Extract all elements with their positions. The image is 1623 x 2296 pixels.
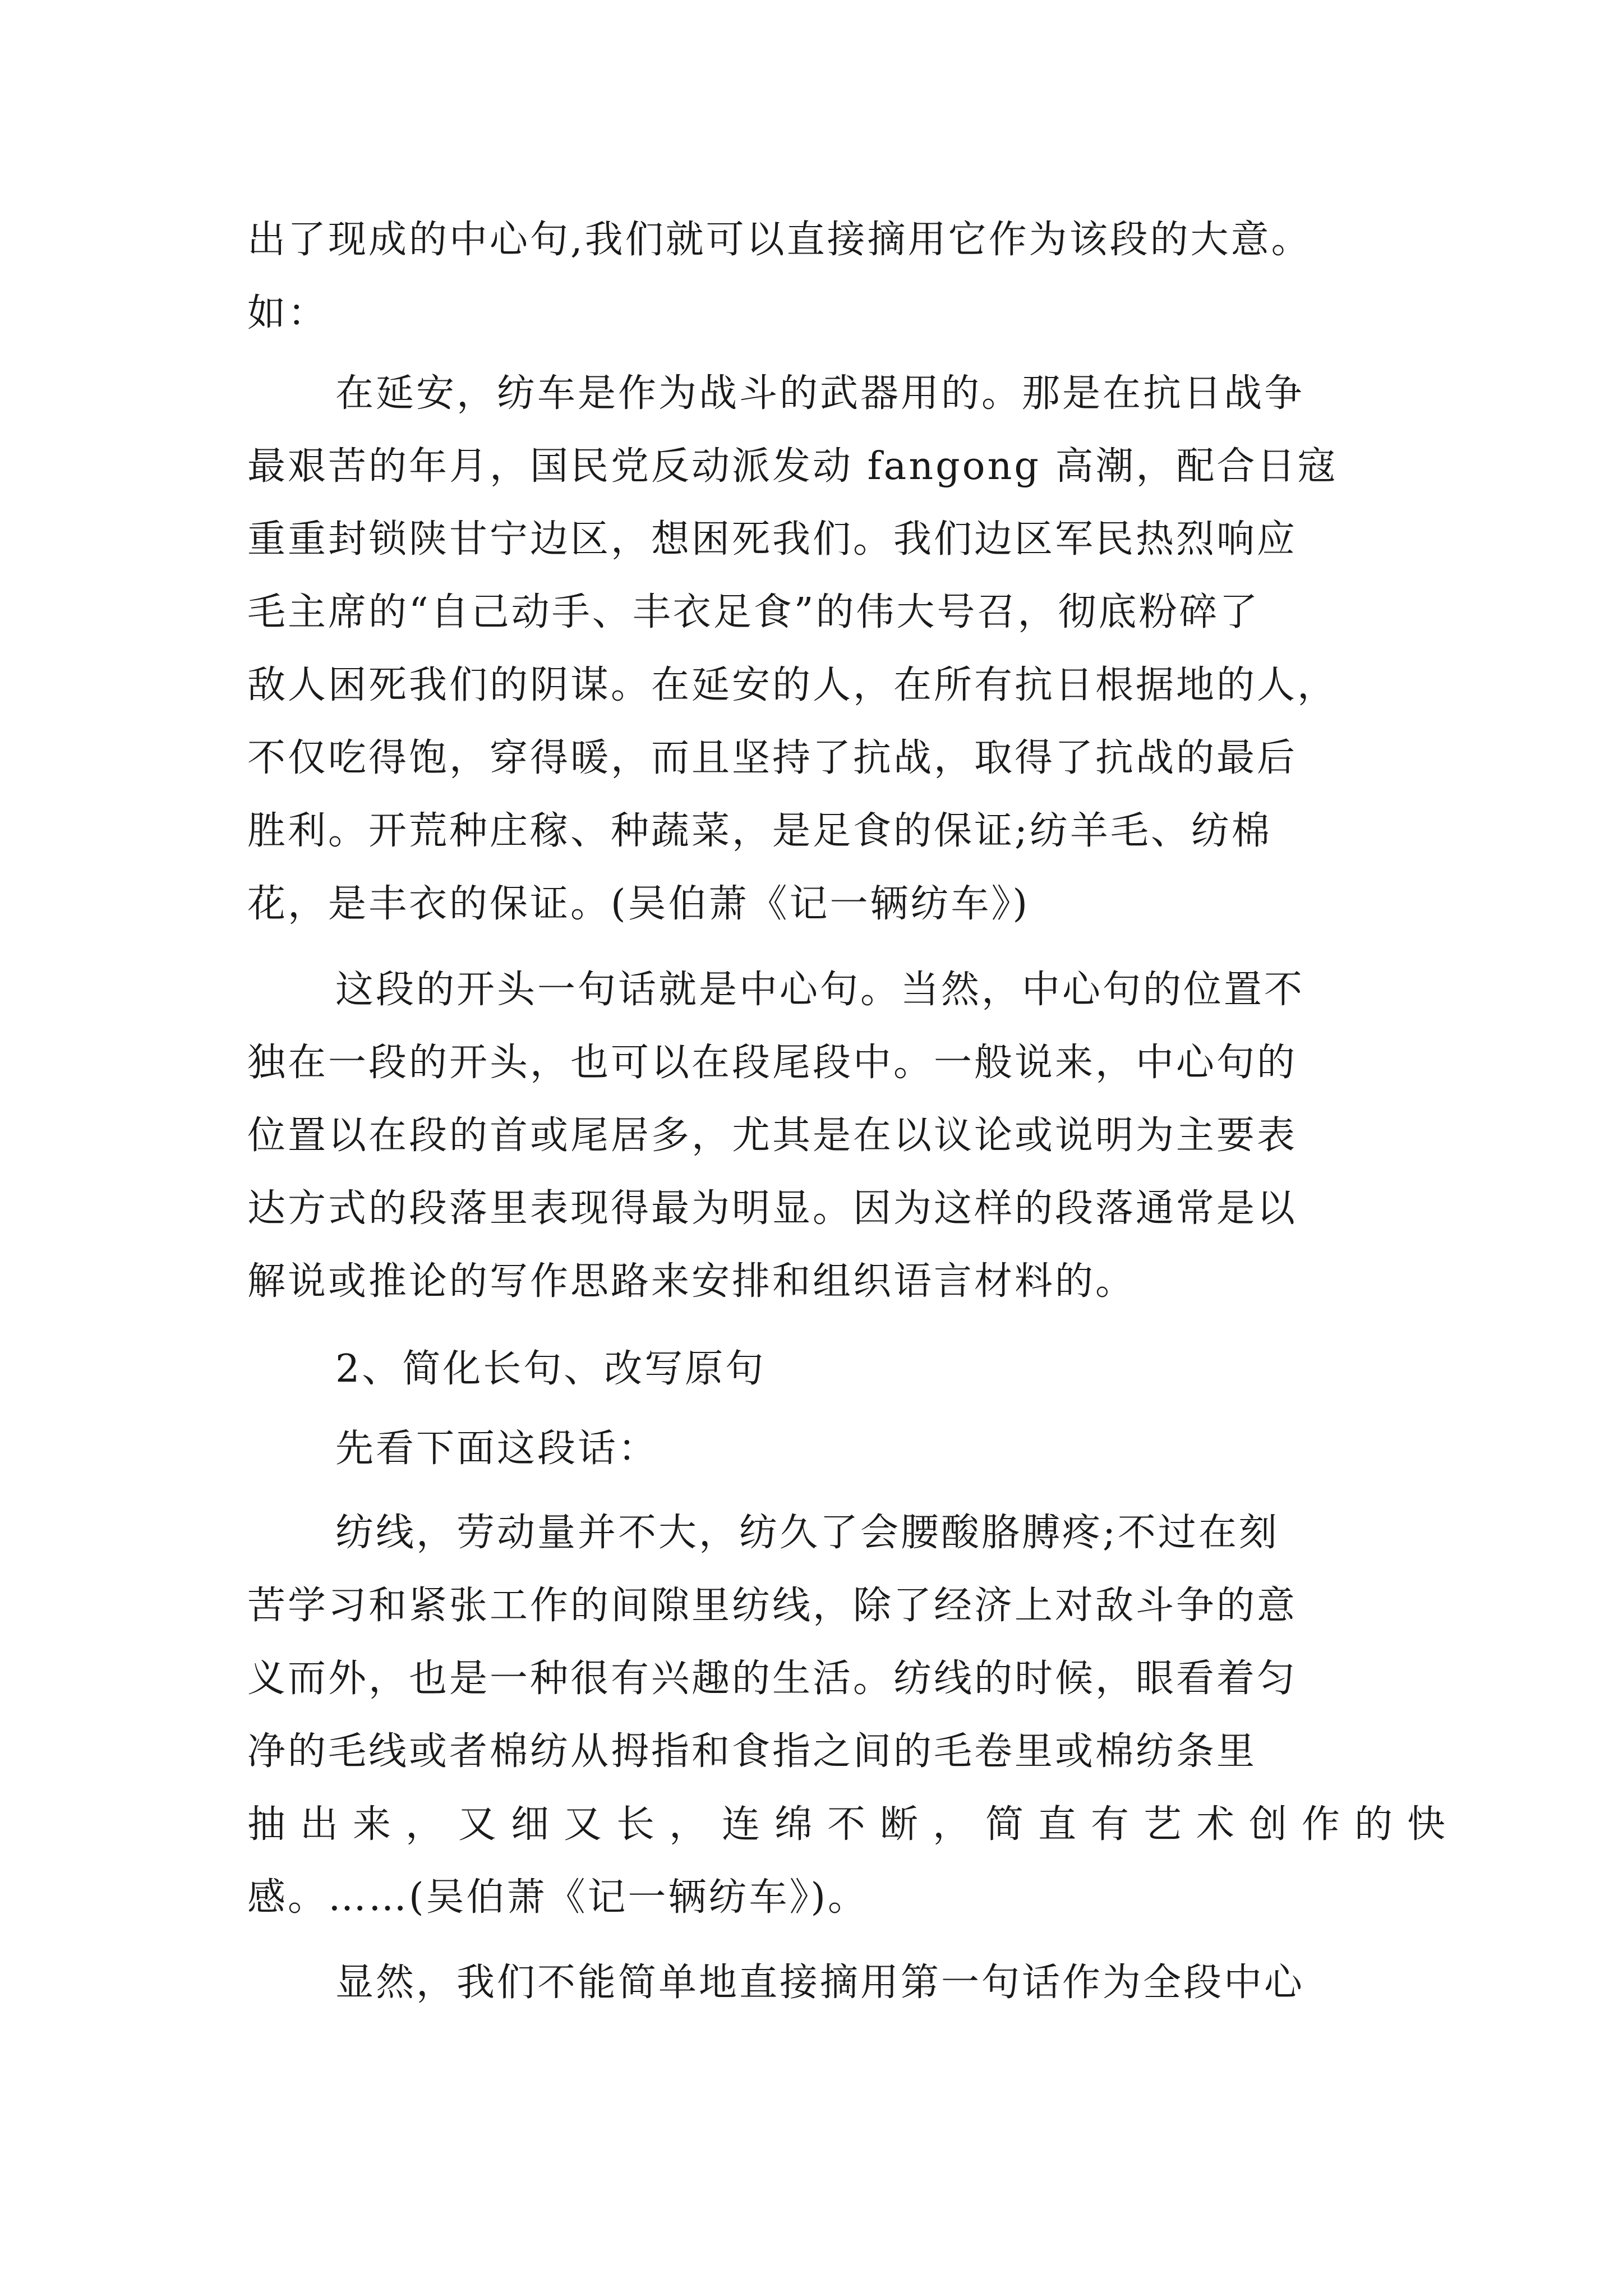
text-line: 出了现成的中心句,我们就可以直接摘用它作为该段的大意。	[247, 218, 1312, 262]
text-line: 胜利。开荒种庄稼、种蔬菜，是足食的保证;纺羊毛、纺棉	[247, 809, 1272, 853]
text-line: 不仅吃得饱，穿得暖，而且坚持了抗战，取得了抗战的最后	[247, 736, 1298, 780]
text-line: 先看下面这段话：	[335, 1427, 659, 1471]
text-line: 花，是丰衣的保证。(吴伯萧《记一辆纺车》)	[247, 882, 1030, 926]
text-line: 苦学习和紧张工作的间隙里纺线，除了经济上对敌斗争的意	[247, 1584, 1298, 1628]
text-line: 显然，我们不能简单地直接摘用第一句话作为全段中心	[335, 1961, 1305, 2005]
text-line: 敌人困死我们的阴谋。在延安的人，在所有抗日根据地的人，	[247, 663, 1338, 707]
text-line: 在延安，纺车是作为战斗的武器用的。那是在抗日战争	[335, 371, 1305, 416]
text-line: 最艰苦的年月，国民党反动派发动 fangong 高潮，配合日寇	[247, 444, 1338, 489]
section-heading: 2、简化长句、改写原句	[335, 1347, 766, 1391]
text-line: 解说或推论的写作思路来安排和组织语言材料的。	[247, 1259, 1136, 1304]
text-line: 毛主席的“自己动手、丰衣足食”的伟大号召，彻底粉碎了	[247, 590, 1260, 634]
text-line: 这段的开头一句话就是中心句。当然，中心句的位置不	[335, 968, 1305, 1012]
text-line: 纺线，劳动量并不大，纺久了会腰酸胳膊疼;不过在刻	[335, 1511, 1279, 1555]
text-line: 达方式的段落里表现得最为明显。因为这样的段落通常是以	[247, 1186, 1298, 1231]
text-line: 如：	[247, 291, 329, 335]
text-line: 抽出来，又细又长，连绵不断，简直有艺术创作的快	[247, 1802, 1460, 1847]
text-line: 感。……(吴伯萧《记一辆纺车》)。	[247, 1875, 869, 1920]
text-line: 独在一段的开头，也可以在段尾段中。一般说来，中心句的	[247, 1041, 1298, 1085]
text-line: 净的毛线或者棉纺从拇指和食指之间的毛卷里或棉纺条里	[247, 1729, 1257, 1774]
text-line: 位置以在段的首或尾居多，尤其是在以议论或说明为主要表	[247, 1114, 1298, 1158]
text-line: 重重封锁陕甘宁边区，想困死我们。我们边区军民热烈响应	[247, 517, 1298, 562]
text-line: 义而外，也是一种很有兴趣的生活。纺线的时候，眼看着匀	[247, 1657, 1298, 1701]
